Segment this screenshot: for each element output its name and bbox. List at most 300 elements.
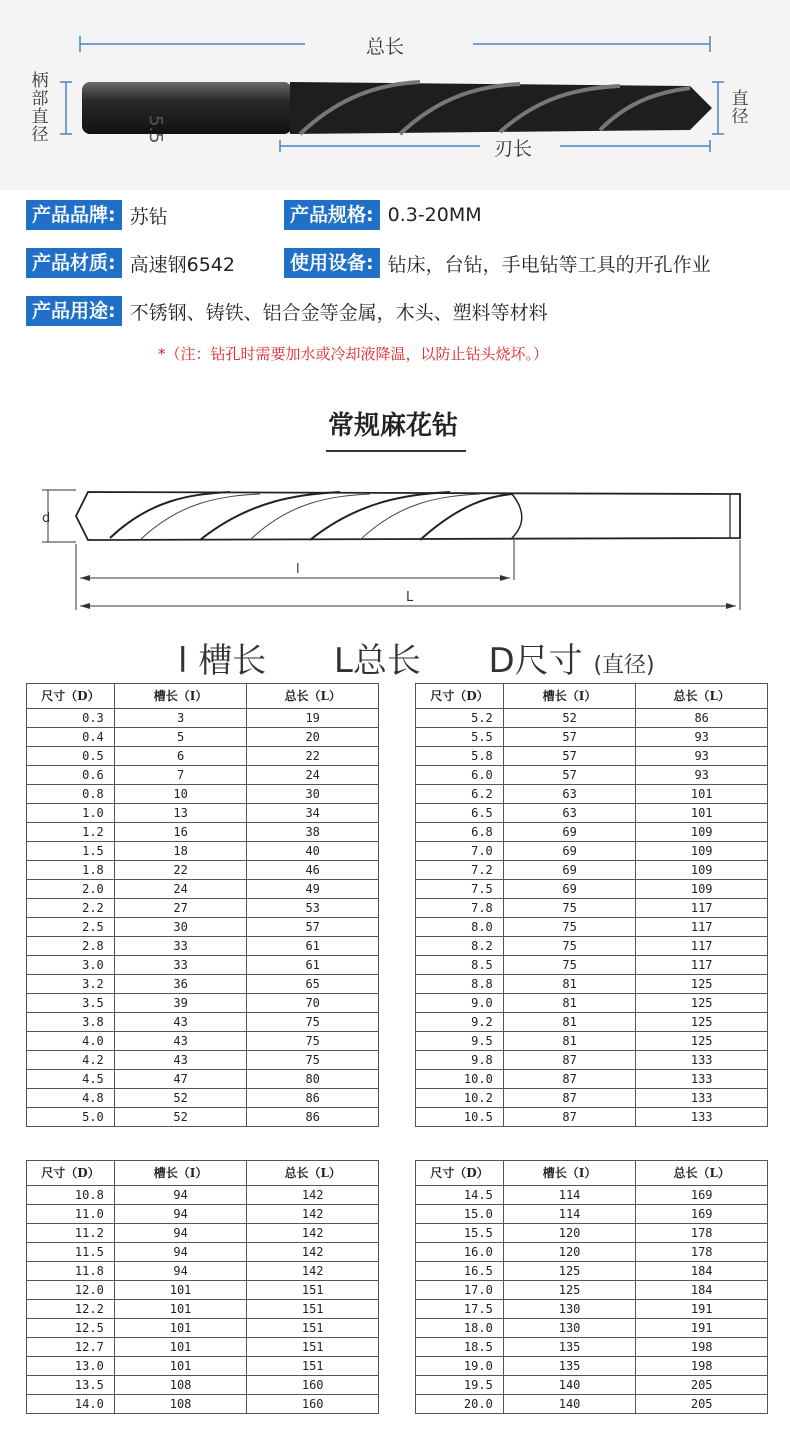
table-cell: 57	[503, 747, 636, 766]
table-row	[27, 1205, 379, 1224]
table-cell: 47	[114, 1070, 247, 1089]
table-cell: 0.6	[27, 766, 115, 785]
table-cell: 9.5	[416, 1032, 504, 1051]
table-row	[416, 1376, 768, 1395]
table-row	[27, 1319, 379, 1338]
table-cell: 46	[247, 861, 379, 880]
table-cell: 205	[636, 1395, 768, 1414]
drawing-label-L: L	[406, 590, 414, 605]
table-cell: 52	[114, 1089, 247, 1108]
table-row	[27, 728, 379, 747]
column-header: 总长（L）	[247, 684, 379, 709]
spec-tag: 使用设备:	[284, 248, 380, 278]
table-cell: 40	[247, 842, 379, 861]
table-cell: 114	[503, 1186, 636, 1205]
table-cell: 5.0	[27, 1108, 115, 1127]
table-row	[27, 804, 379, 823]
table-row	[27, 842, 379, 861]
table-header-row	[27, 1161, 379, 1186]
table-cell: 3.5	[27, 994, 115, 1013]
table-cell: 14.5	[416, 1186, 504, 1205]
table-row	[27, 1013, 379, 1032]
table-cell: 5.5	[416, 728, 504, 747]
table-cell: 81	[503, 994, 636, 1013]
table-cell: 151	[247, 1319, 379, 1338]
table-cell: 11.8	[27, 1262, 115, 1281]
table-cell: 101	[636, 785, 768, 804]
table-cell: 16.5	[416, 1262, 504, 1281]
table-cell: 1.2	[27, 823, 115, 842]
table-cell: 160	[247, 1376, 379, 1395]
table-cell: 133	[636, 1089, 768, 1108]
table-cell: 117	[636, 937, 768, 956]
table-row	[27, 747, 379, 766]
table-row	[27, 1262, 379, 1281]
table-cell: 109	[636, 861, 768, 880]
table-cell: 34	[247, 804, 379, 823]
drill-bit-photo	[0, 0, 790, 190]
table-cell: 94	[114, 1205, 247, 1224]
table-cell: 0.4	[27, 728, 115, 747]
table-cell: 22	[247, 747, 379, 766]
table-row	[416, 937, 768, 956]
table-cell: 16.0	[416, 1243, 504, 1262]
table-cell: 53	[247, 899, 379, 918]
table-cell: 19	[247, 709, 379, 728]
legend-flute-length: l 槽长	[178, 641, 267, 681]
column-header: 总长（L）	[247, 1161, 379, 1186]
column-header: 槽长（I）	[503, 684, 636, 709]
table-row	[416, 994, 768, 1013]
table-cell: 17.5	[416, 1300, 504, 1319]
table-cell: 142	[247, 1262, 379, 1281]
table-cell: 4.2	[27, 1051, 115, 1070]
column-header: 尺寸（D）	[416, 684, 504, 709]
table-cell: 151	[247, 1300, 379, 1319]
table-row	[27, 1395, 379, 1414]
drawing-label-d: d	[42, 511, 51, 526]
table-cell: 7.5	[416, 880, 504, 899]
table-cell: 10.2	[416, 1089, 504, 1108]
table-cell: 10.0	[416, 1070, 504, 1089]
table-cell: 0.3	[27, 709, 115, 728]
table-header-row	[416, 1161, 768, 1186]
table-cell: 133	[636, 1108, 768, 1127]
table-cell: 22	[114, 861, 247, 880]
table-row	[27, 1089, 379, 1108]
table-cell: 38	[247, 823, 379, 842]
table-row	[416, 1089, 768, 1108]
table-cell: 169	[636, 1205, 768, 1224]
size-table-2	[415, 683, 768, 1127]
table-cell: 0.5	[27, 747, 115, 766]
table-row	[416, 899, 768, 918]
table-cell: 20.0	[416, 1395, 504, 1414]
spec-equipment	[284, 248, 711, 278]
column-header: 总长（L）	[636, 1161, 768, 1186]
table-cell: 75	[247, 1051, 379, 1070]
table-cell: 69	[503, 880, 636, 899]
table-cell: 151	[247, 1338, 379, 1357]
table-cell: 75	[503, 899, 636, 918]
table-cell: 101	[114, 1281, 247, 1300]
table-row	[27, 1300, 379, 1319]
table-row	[416, 1013, 768, 1032]
total-length-label: 总长	[366, 36, 405, 58]
table-cell: 130	[503, 1300, 636, 1319]
table-cell: 109	[636, 823, 768, 842]
table-cell: 101	[114, 1319, 247, 1338]
shank-diameter-label: 柄 部 直 径	[31, 71, 49, 145]
table-row	[27, 1224, 379, 1243]
size-table-4	[415, 1160, 768, 1414]
table-cell: 94	[114, 1224, 247, 1243]
spec-material	[26, 248, 235, 278]
table-cell: 114	[503, 1205, 636, 1224]
table-cell: 8.5	[416, 956, 504, 975]
table-cell: 9.8	[416, 1051, 504, 1070]
table-cell: 7.0	[416, 842, 504, 861]
spec-tag: 产品材质:	[26, 248, 122, 278]
table-row	[416, 728, 768, 747]
table-cell: 5.2	[416, 709, 504, 728]
table-row	[416, 956, 768, 975]
table-cell: 1.8	[27, 861, 115, 880]
legend-total-length: L总长	[333, 641, 421, 681]
column-header: 槽长（I）	[114, 1161, 247, 1186]
table-cell: 13.5	[27, 1376, 115, 1395]
column-header: 尺寸（D）	[416, 1161, 504, 1186]
table-cell: 133	[636, 1070, 768, 1089]
table-cell: 191	[636, 1319, 768, 1338]
column-header: 尺寸（D）	[27, 1161, 115, 1186]
table-cell: 43	[114, 1032, 247, 1051]
legend-diameter: D尺寸	[488, 641, 583, 681]
table-row	[416, 1070, 768, 1089]
table-cell: 3.8	[27, 1013, 115, 1032]
table-cell: 86	[636, 709, 768, 728]
table-cell: 142	[247, 1243, 379, 1262]
table-cell: 108	[114, 1395, 247, 1414]
table-cell: 101	[636, 804, 768, 823]
spec-tag: 产品规格:	[284, 200, 380, 230]
table-cell: 4.0	[27, 1032, 115, 1051]
table-cell: 151	[247, 1281, 379, 1300]
table-row	[27, 1186, 379, 1205]
table-cell: 3.2	[27, 975, 115, 994]
table-row	[416, 747, 768, 766]
table-cell: 3	[114, 709, 247, 728]
table-cell: 30	[114, 918, 247, 937]
table-row	[416, 1395, 768, 1414]
spec-value: 苏钻	[129, 205, 168, 228]
table-cell: 198	[636, 1338, 768, 1357]
table-row	[416, 975, 768, 994]
table-cell: 18.5	[416, 1338, 504, 1357]
legend-diameter-sub: (直径)	[593, 653, 655, 678]
table-cell: 9.2	[416, 1013, 504, 1032]
table-header-row	[416, 684, 768, 709]
diameter-label: 直 径	[731, 89, 749, 127]
table-cell: 52	[114, 1108, 247, 1127]
table-cell: 19.0	[416, 1357, 504, 1376]
table-cell: 7.8	[416, 899, 504, 918]
table-cell: 7	[114, 766, 247, 785]
table-cell: 87	[503, 1108, 636, 1127]
table-cell: 178	[636, 1224, 768, 1243]
table-row	[27, 994, 379, 1013]
table-row	[416, 861, 768, 880]
table-cell: 101	[114, 1300, 247, 1319]
table-cell: 24	[247, 766, 379, 785]
table-cell: 33	[114, 937, 247, 956]
table-cell: 1.5	[27, 842, 115, 861]
table-cell: 69	[503, 842, 636, 861]
table-cell: 205	[636, 1376, 768, 1395]
table-cell: 12.2	[27, 1300, 115, 1319]
table-row	[416, 1205, 768, 1224]
table-cell: 16	[114, 823, 247, 842]
spec-tag: 产品用途:	[26, 296, 122, 326]
table-cell: 93	[636, 766, 768, 785]
table-cell: 4.8	[27, 1089, 115, 1108]
spec-brand	[26, 200, 168, 230]
table-cell: 75	[503, 956, 636, 975]
table-cell: 75	[503, 918, 636, 937]
table-row	[27, 880, 379, 899]
table-cell: 9.0	[416, 994, 504, 1013]
table-row	[27, 1357, 379, 1376]
table-row	[416, 1281, 768, 1300]
table-cell: 75	[247, 1013, 379, 1032]
table-cell: 130	[503, 1319, 636, 1338]
table-cell: 20	[247, 728, 379, 747]
spec-usage	[26, 296, 548, 326]
table-cell: 1.0	[27, 804, 115, 823]
table-cell: 191	[636, 1300, 768, 1319]
table-cell: 49	[247, 880, 379, 899]
table-cell: 133	[636, 1051, 768, 1070]
table-cell: 117	[636, 918, 768, 937]
table-row	[416, 1262, 768, 1281]
table-cell: 24	[114, 880, 247, 899]
table-row	[416, 1186, 768, 1205]
column-header: 槽长（I）	[114, 684, 247, 709]
table-cell: 75	[247, 1032, 379, 1051]
product-photo-diagram	[0, 0, 790, 190]
spec-tag: 产品品牌:	[26, 200, 122, 230]
flute-length-label: 刃长	[494, 138, 533, 160]
table-cell: 2.2	[27, 899, 115, 918]
table-cell: 93	[636, 728, 768, 747]
table-cell: 18	[114, 842, 247, 861]
spec-value: 钻床，台钻，手电钻等工具的开孔作业	[387, 253, 711, 276]
table-cell: 39	[114, 994, 247, 1013]
table-cell: 87	[503, 1070, 636, 1089]
table-row	[416, 1319, 768, 1338]
table-cell: 3.0	[27, 956, 115, 975]
table-cell: 43	[114, 1051, 247, 1070]
table-row	[416, 1108, 768, 1127]
table-row	[27, 861, 379, 880]
table-cell: 140	[503, 1376, 636, 1395]
table-cell: 184	[636, 1262, 768, 1281]
legend	[178, 633, 655, 682]
table-cell: 0.8	[27, 785, 115, 804]
table-cell: 13.0	[27, 1357, 115, 1376]
drawing-label-l: l	[296, 562, 300, 577]
table-row	[27, 766, 379, 785]
table-cell: 160	[247, 1395, 379, 1414]
table-row	[27, 823, 379, 842]
size-table-1	[26, 683, 379, 1127]
column-header: 总长（L）	[636, 684, 768, 709]
table-cell: 19.5	[416, 1376, 504, 1395]
table-row	[416, 823, 768, 842]
table-cell: 125	[636, 1032, 768, 1051]
table-cell: 125	[503, 1262, 636, 1281]
table-cell: 2.8	[27, 937, 115, 956]
table-cell: 61	[247, 937, 379, 956]
column-header: 尺寸（D）	[27, 684, 115, 709]
table-cell: 120	[503, 1224, 636, 1243]
table-row	[27, 937, 379, 956]
svg-text:5.5: 5.5	[145, 115, 166, 144]
table-cell: 27	[114, 899, 247, 918]
table-cell: 8.2	[416, 937, 504, 956]
table-cell: 87	[503, 1051, 636, 1070]
table-row	[416, 804, 768, 823]
table-row	[416, 880, 768, 899]
table-cell: 11.0	[27, 1205, 115, 1224]
table-header-row	[27, 684, 379, 709]
table-cell: 135	[503, 1338, 636, 1357]
table-cell: 80	[247, 1070, 379, 1089]
table-cell: 69	[503, 823, 636, 842]
table-cell: 6.8	[416, 823, 504, 842]
column-header: 槽长（I）	[503, 1161, 636, 1186]
table-cell: 57	[503, 766, 636, 785]
table-cell: 120	[503, 1243, 636, 1262]
table-row	[27, 918, 379, 937]
table-cell: 142	[247, 1205, 379, 1224]
table-cell: 10	[114, 785, 247, 804]
table-row	[416, 709, 768, 728]
table-cell: 18.0	[416, 1319, 504, 1338]
table-cell: 125	[636, 975, 768, 994]
table-cell: 5	[114, 728, 247, 747]
table-row	[27, 975, 379, 994]
spec-value: 0.3-20MM	[387, 204, 482, 226]
warning-note: *（注：钻孔时需要加水或冷却液降温，以防止钻头烧坏。）	[158, 345, 549, 363]
table-cell: 109	[636, 880, 768, 899]
table-cell: 81	[503, 1032, 636, 1051]
table-cell: 94	[114, 1243, 247, 1262]
section-title: 常规麻花钻	[328, 411, 459, 441]
table-row	[27, 1108, 379, 1127]
table-cell: 6	[114, 747, 247, 766]
table-cell: 12.7	[27, 1338, 115, 1357]
table-cell: 5.8	[416, 747, 504, 766]
table-cell: 108	[114, 1376, 247, 1395]
table-row	[416, 1224, 768, 1243]
table-row	[416, 842, 768, 861]
table-cell: 125	[636, 994, 768, 1013]
table-cell: 2.5	[27, 918, 115, 937]
table-cell: 142	[247, 1186, 379, 1205]
table-cell: 14.0	[27, 1395, 115, 1414]
table-cell: 13	[114, 804, 247, 823]
table-cell: 178	[636, 1243, 768, 1262]
size-table-3	[26, 1160, 379, 1414]
table-cell: 7.2	[416, 861, 504, 880]
table-cell: 61	[247, 956, 379, 975]
table-cell: 52	[503, 709, 636, 728]
table-cell: 65	[247, 975, 379, 994]
table-cell: 12.0	[27, 1281, 115, 1300]
table-cell: 75	[503, 937, 636, 956]
table-cell: 10.8	[27, 1186, 115, 1205]
table-row	[27, 1243, 379, 1262]
table-row	[416, 766, 768, 785]
table-row	[27, 785, 379, 804]
table-row	[416, 1357, 768, 1376]
table-cell: 93	[636, 747, 768, 766]
table-row	[416, 785, 768, 804]
table-cell: 6.0	[416, 766, 504, 785]
table-cell: 63	[503, 785, 636, 804]
table-row	[416, 1243, 768, 1262]
table-cell: 6.5	[416, 804, 504, 823]
table-row	[416, 1032, 768, 1051]
table-cell: 8.0	[416, 918, 504, 937]
table-cell: 81	[503, 1013, 636, 1032]
table-cell: 125	[503, 1281, 636, 1300]
title-underline	[326, 450, 466, 452]
table-cell: 33	[114, 956, 247, 975]
table-cell: 117	[636, 899, 768, 918]
spec-size	[284, 200, 482, 230]
table-cell: 63	[503, 804, 636, 823]
table-cell: 198	[636, 1357, 768, 1376]
table-cell: 11.2	[27, 1224, 115, 1243]
table-cell: 142	[247, 1224, 379, 1243]
table-row	[27, 956, 379, 975]
table-cell: 140	[503, 1395, 636, 1414]
table-cell: 70	[247, 994, 379, 1013]
table-cell: 6.2	[416, 785, 504, 804]
table-cell: 15.0	[416, 1205, 504, 1224]
table-row	[27, 1376, 379, 1395]
table-row	[27, 899, 379, 918]
table-row	[416, 1338, 768, 1357]
table-cell: 117	[636, 956, 768, 975]
table-cell: 81	[503, 975, 636, 994]
table-cell: 69	[503, 861, 636, 880]
table-cell: 15.5	[416, 1224, 504, 1243]
table-row	[27, 1281, 379, 1300]
table-cell: 4.5	[27, 1070, 115, 1089]
table-row	[416, 918, 768, 937]
table-cell: 57	[503, 728, 636, 747]
table-row	[27, 1070, 379, 1089]
table-cell: 94	[114, 1262, 247, 1281]
table-cell: 43	[114, 1013, 247, 1032]
table-cell: 125	[636, 1013, 768, 1032]
table-row	[27, 1032, 379, 1051]
table-cell: 12.5	[27, 1319, 115, 1338]
spec-value: 高速钢6542	[129, 253, 235, 276]
